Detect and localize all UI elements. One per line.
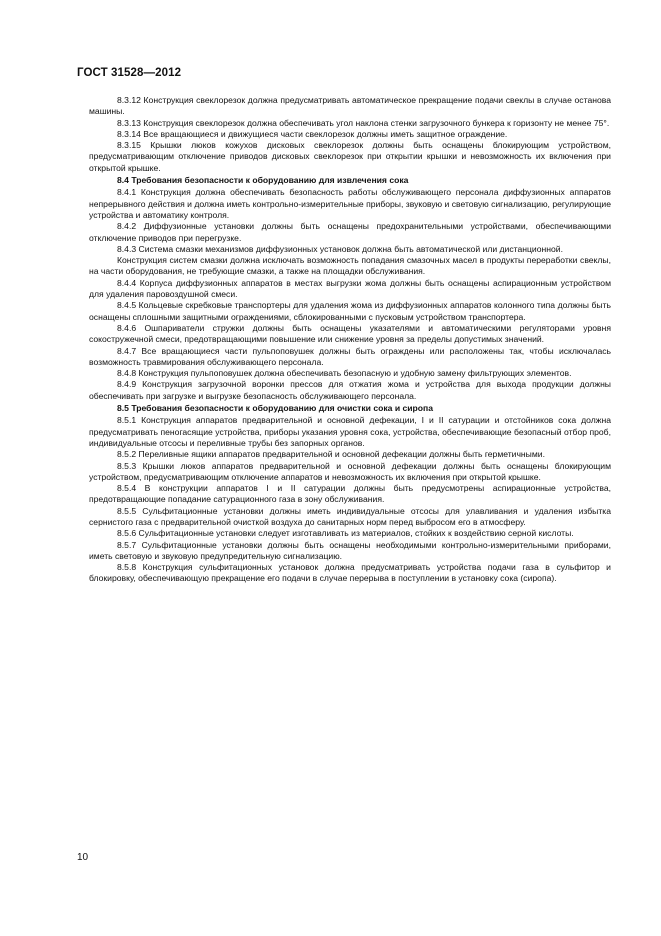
document-header: ГОСТ 31528—2012 — [77, 67, 182, 79]
clause-8-5-3: 8.5.3 Крышки люков аппаратов предварительной и основной дефекации должны быть оснащены блокирующим устройством, предусматривающим отключение аппаратов и невозможность их включения при открытой крышке. — [89, 460, 611, 482]
clause-8-4-2: 8.4.2 Диффузионные установки должны быть оснащены предохранительными устройствами, обеспечивающими отключение приводов при перегрузке. — [89, 221, 611, 243]
page-number: 10 — [77, 852, 89, 863]
clause-8-5-4: 8.5.4 В конструкции аппаратов I и II сатурации должны быть предусмотрены аспирационные устройства, предотвращающие попадание сатурационного газа в зону обслуживания. — [89, 483, 611, 505]
section-heading-8-5: 8.5 Требования безопасности к оборудованию для очистки сока и сиропа — [117, 403, 434, 414]
document-body — [89, 95, 611, 585]
clause-8-3-14: 8.3.14 Все вращающиеся и движущиеся части свеклорезок должны иметь защитное ограждение. — [117, 128, 508, 139]
clause-8-4-4: 8.4.4 Корпуса диффузионных аппаратов в местах выгрузки жома должны быть оснащены аспирационным устройством для удаления паровоздушной смеси. — [89, 277, 611, 300]
clause-8-5-1: 8.5.1 Конструкция аппаратов предварительной и основной дефекации, I и II сатурации и отстойников сока должна предусматривать пеногасящие устройства, приборы указания уровня сока, устройства, обеспечивающие безопасный отбор проб, индивидуальные отсосы и переливные трубы без запорных органов. — [89, 415, 611, 448]
clause-8-5-2: 8.5.2 Переливные ящики аппаратов предварительной и основной дефекации должны быть герметичными. — [117, 449, 545, 460]
clause-8-4-5: 8.4.5 Кольцевые скребковые транспортеры для удаления жома из диффузионных аппаратов колонного типа должны быть оснащены сплошными защитными ограждениями, сблокированными с пусковым устройством транспортера. — [89, 300, 611, 322]
section-heading-8-4: 8.4 Требования безопасности к оборудованию для извлечения сока — [117, 175, 409, 186]
clause-8-4-6: 8.4.6 Ошпариватели стружки должны быть оснащены указателями и автоматическими регуляторами уровня сокостружечной смеси, предотвращающими повышение или снижение уровня за пределы допустимых значений. — [89, 322, 611, 345]
clause-8-4-9: 8.4.9 Конструкция загрузочной воронки прессов для отжатия жома и устройства для выхода продукции должны обеспечивать при загрузке и выгрузке безопасность обслуживающего персонала. — [89, 379, 611, 401]
clause-8-4-8: 8.4.8 Конструкция пульпоповушек должна обеспечивать безопасную и удобную замену фильтрующих элементов. — [117, 368, 572, 379]
clause-8-4-7: 8.4.7 Все вращающиеся части пульпоповушек должны быть ограждены или расположены так, чтобы исключалась возможность травмирования обслуживающего персонала. — [89, 345, 611, 367]
clause-8-4-3-continued: Конструкция систем смазки должна исключать возможность попадания смазочных масел в продукты переработки свеклы, на части оборудования, не требующие смазки, а также на площадки обслуживания. — [89, 255, 611, 277]
clause-8-3-15: 8.3.15 Крышки люков кожухов дисковых свеклорезок должны быть оснащены блокирующим устройством, предусматривающим отключение приводов дисковых свеклорезок при открытии крышки и невозможность их включения при открытой крышке. — [89, 140, 611, 173]
clause-8-5-8: 8.5.8 Конструкция сульфитационных установок должна предусматривать устройства подачи газа в сульфитор и блокировку, обеспечивающую прекращение его подачи в случае перерыва в поступлении в установку сока (сиропа). — [89, 562, 611, 584]
clause-8-3-12: 8.3.12 Конструкция свеклорезок должна предусматривать автоматическое прекращение подачи свеклы в случае останова машины. — [89, 95, 611, 117]
clause-8-4-3: 8.4.3 Система смазки механизмов диффузионных установок должна быть автоматической или дистанционной. — [117, 243, 563, 254]
clause-8-5-7: 8.5.7 Сульфитационные установки должны быть оснащены необходимыми контрольно-измерительными приборами, иметь световую и звуковую предупредительную сигнализацию. — [89, 539, 611, 561]
clause-8-5-5: 8.5.5 Сульфитационные установки должны иметь индивидуальные отсосы для улавливания и удаления избытка сернистого газа с предварительной очисткой воздуха до санитарных норм перед выбросом его в атмосферу. — [89, 505, 611, 527]
clause-8-4-1: 8.4.1 Конструкция должна обеспечивать безопасность работы обслуживающего персонала диффузионных аппаратов непрерывного действия и должна иметь контрольно-измерительные приборы, звуковую и световую сигнализацию, регулирующие устройства и автоматику контроля. — [89, 187, 612, 220]
clause-8-3-13: 8.3.13 Конструкция свеклорезок должна обеспечивать угол наклона стенки загрузочного бункера к горизонту не менее 75°. — [117, 117, 610, 128]
clause-8-5-6: 8.5.6 Сульфитационные установки следует изготавливать из материалов, стойких к воздействию серной кислоты. — [117, 528, 574, 539]
